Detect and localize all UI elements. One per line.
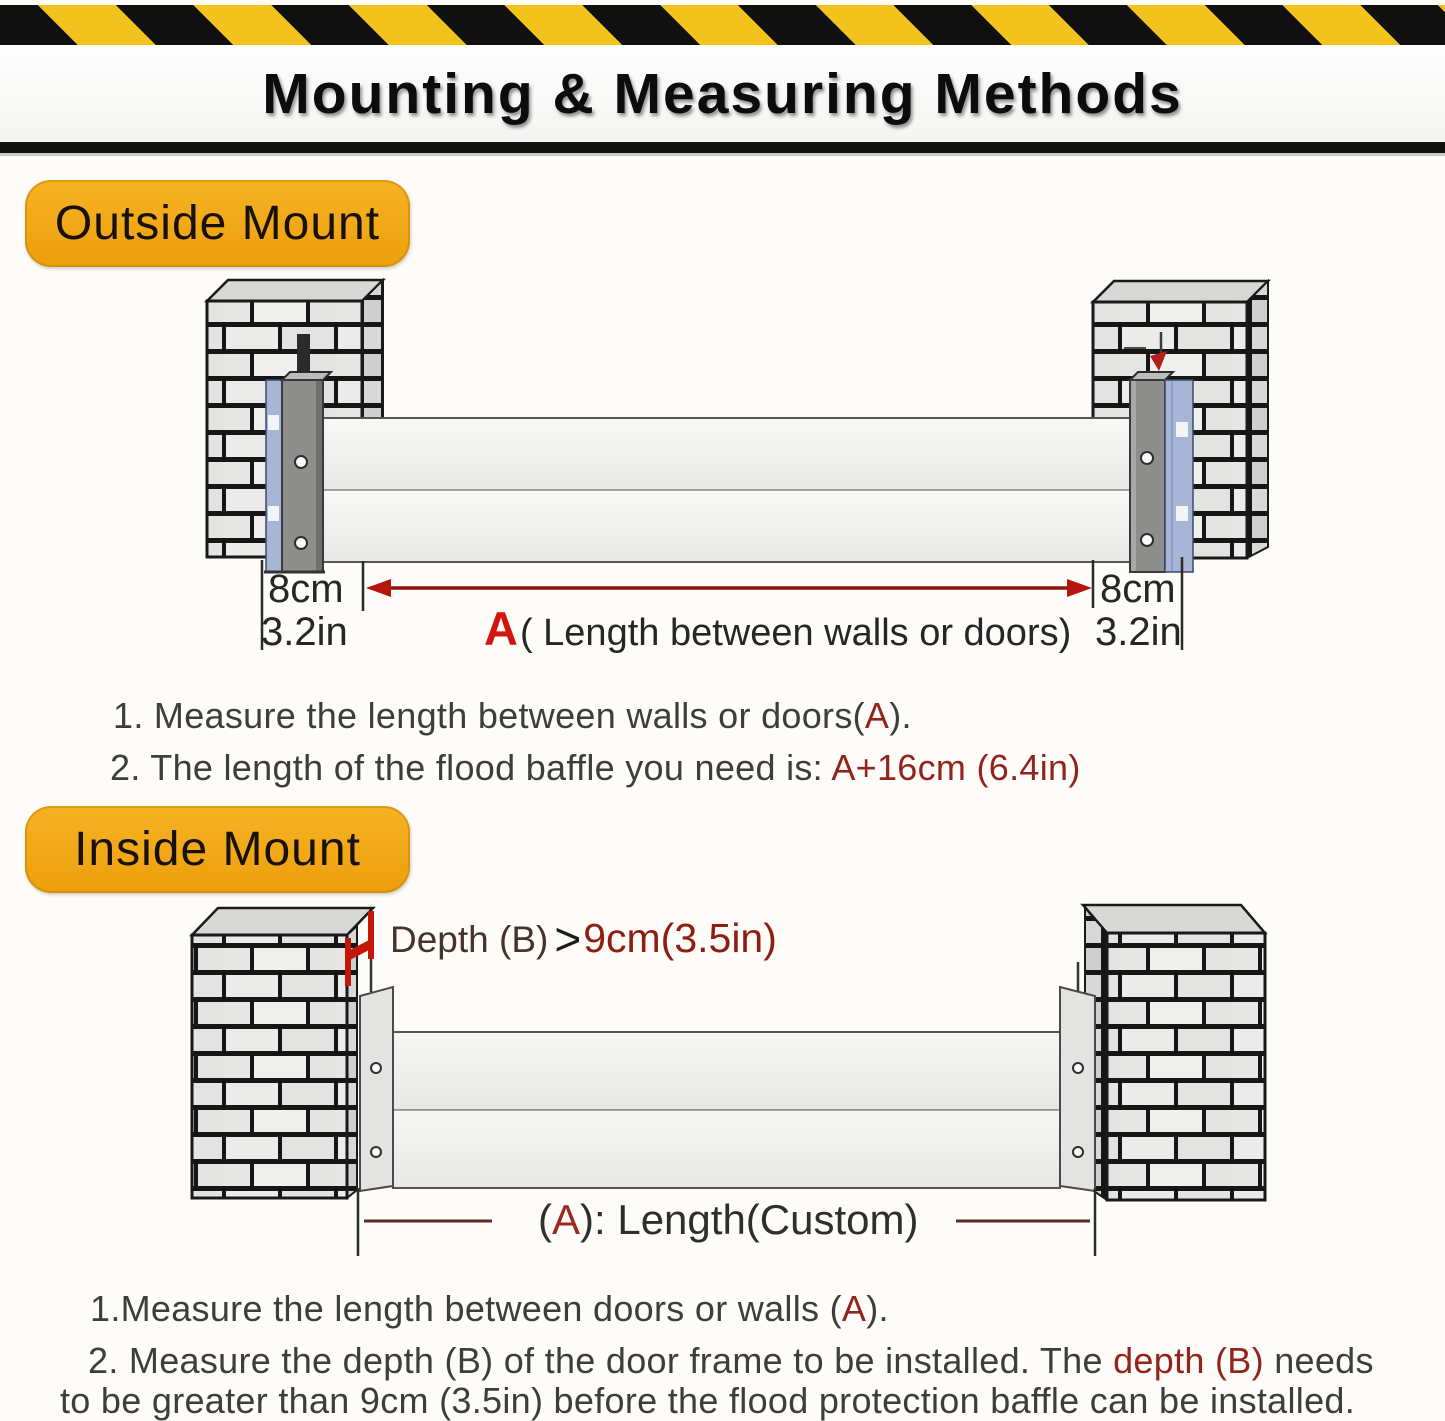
outside-flood-barrier — [323, 418, 1130, 562]
outside-step2-highlight: A+16cm (6.4in) — [831, 747, 1081, 788]
outside-left-seal-strip — [266, 380, 282, 572]
depth-label-prefix: Depth (B) — [390, 919, 549, 960]
outside-span-label-a: A — [484, 602, 518, 655]
inside-step2-pre: 2. Measure the depth (B) of the door frame to be installed. The — [88, 1340, 1114, 1381]
outside-barrier-panel-bottom — [323, 490, 1130, 562]
inside-barrier-panel-top — [393, 1032, 1060, 1110]
outside-left-seal-highlight-2 — [268, 506, 279, 521]
outside-mount-badge — [25, 180, 410, 267]
outside-instruction-step2 — [110, 747, 1081, 789]
inside-step1-highlight: A — [841, 1288, 867, 1329]
outside-left-screw-hole-1 — [295, 456, 307, 468]
inside-flood-barrier — [393, 1032, 1060, 1188]
title-band — [0, 45, 1445, 142]
header-divider — [0, 142, 1445, 153]
inside-right-plate-body — [1060, 987, 1095, 1191]
outside-left-bracket-top-face — [282, 372, 331, 380]
outside-left-bracket — [264, 372, 331, 572]
inside-length-label — [538, 1196, 918, 1244]
outside-right-offset-in-label: 3.2in — [1095, 610, 1182, 654]
outside-left-bracket-edge — [316, 381, 322, 571]
depth-label-value: 9cm(3.5in) — [583, 915, 777, 961]
inside-depth-label — [390, 912, 777, 966]
inside-instruction-step2-line2: to be greater than 9cm (3.5in) before the flood protection baffle can be installed. — [60, 1380, 1356, 1421]
header-divider-shadow — [0, 153, 1445, 156]
inside-left-plate-body — [360, 987, 393, 1191]
outside-right-pillar-top-face — [1093, 281, 1268, 302]
inside-left-pillar-front-face — [192, 935, 347, 1198]
outside-right-screw-hole-2 — [1141, 534, 1153, 546]
inside-right-screw-hole-1 — [1073, 1063, 1083, 1073]
outside-step2-pre: 2. The length of the flood baffle you need is: — [110, 747, 832, 788]
hazard-stripe-banner — [0, 5, 1445, 45]
outside-span-arrowhead-left — [366, 579, 391, 597]
page-title: Mounting & Measuring Methods — [262, 61, 1183, 126]
inside-left-plate — [360, 987, 393, 1191]
outside-right-seal-strip — [1165, 380, 1193, 572]
outside-right-bracket-edge — [1131, 381, 1136, 571]
inside-step1-pre: 1.Measure the length between doors or walls ( — [90, 1288, 842, 1329]
outside-right-offset-cm-label: 8cm — [1100, 567, 1176, 611]
outside-left-pillar-top-face — [207, 280, 383, 301]
inside-instruction-step2-line1 — [88, 1340, 1374, 1382]
outside-left-offset-in-label: 3.2in — [261, 610, 348, 654]
outside-left-offset-cm-label: 8cm — [268, 567, 344, 611]
outside-step1-highlight: A — [864, 695, 890, 736]
outside-right-seal-highlight-1 — [1176, 422, 1188, 437]
outside-span-label-text: ( Length between walls or doors) — [519, 612, 1072, 654]
outside-span-arrowhead-right — [1067, 579, 1092, 597]
inside-left-screw-hole-1 — [371, 1063, 381, 1073]
inside-step2-highlight: depth (B) — [1113, 1340, 1264, 1381]
depth-gauge-back-bar — [368, 911, 374, 959]
inside-step2-post: needs — [1263, 1340, 1374, 1381]
outside-barrier-panel-top — [323, 418, 1130, 490]
outside-left-screw-hole-2 — [295, 537, 307, 549]
inside-right-pillar — [1083, 905, 1265, 1200]
outside-mount-badge-label: Outside Mount — [54, 197, 381, 250]
outside-right-pillar-side-face — [1247, 281, 1268, 558]
outside-step1-post: ). — [889, 695, 912, 736]
inside-barrier-panel-bottom — [393, 1110, 1060, 1188]
length-label-open: ( — [538, 1196, 552, 1243]
outside-instruction-step1 — [113, 695, 912, 737]
inside-left-screw-hole-2 — [371, 1147, 381, 1157]
outside-span-label — [484, 601, 1071, 656]
inside-instruction-step1 — [90, 1288, 889, 1330]
inside-right-plate — [1060, 987, 1095, 1191]
length-label-a: A — [552, 1196, 581, 1243]
inside-step1-post: ). — [866, 1288, 889, 1329]
inside-right-pillar-front-face — [1107, 933, 1265, 1200]
depth-gauge-front-bar — [345, 938, 351, 986]
inside-right-pillar-top-face — [1083, 905, 1265, 933]
outside-right-bracket-top-face — [1130, 372, 1173, 380]
outside-right-bracket — [1130, 351, 1193, 572]
inside-right-screw-hole-2 — [1073, 1147, 1083, 1157]
outside-left-seal-highlight-1 — [268, 415, 279, 430]
length-label-rest: ): Length(Custom) — [580, 1196, 919, 1243]
inside-left-pillar-top-face — [192, 908, 373, 935]
depth-label-gt: > — [554, 913, 582, 965]
outside-step1-pre: 1. Measure the length between walls or doors( — [113, 695, 865, 736]
inside-mount-badge — [25, 806, 410, 893]
inside-mount-badge-label: Inside Mount — [74, 823, 361, 876]
outside-right-seal-highlight-2 — [1176, 506, 1188, 521]
outside-right-screw-hole-1 — [1141, 452, 1153, 464]
